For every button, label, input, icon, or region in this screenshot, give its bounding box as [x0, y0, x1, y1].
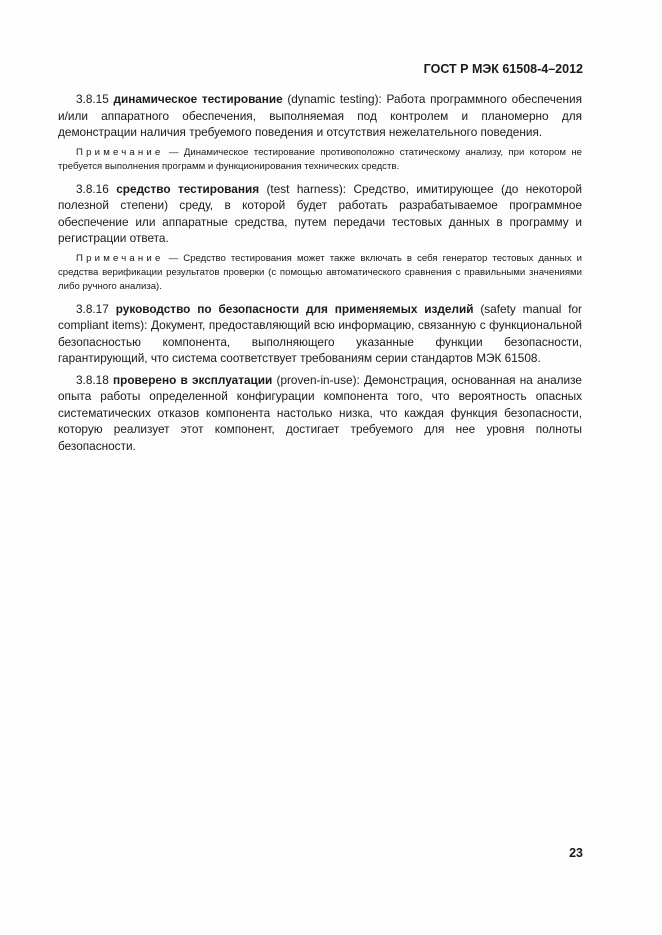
definition-text: (safety manual for compliant items): Документ, предоставляющий всю информацию, связанную с функциональной безопасностью компонента, выполняющего указанные функции безопасности, гарантирующий, что система соответствует требованиям серии стандартов МЭК 61508.	[58, 301, 582, 365]
definition-text: (proven-in-use): Демонстрация, основанная на анализе опыта работы определенной конфигурации компонента того, что вероятность опасных систематических отказов компонента настолько низка, что каждая функция безопасности, которую реализует этот компонент, достигает требуемого для нее уровня полноты безопасности.	[58, 372, 582, 453]
clause-number: 3.8.16	[76, 181, 109, 196]
page-number: 23	[569, 846, 583, 860]
definition-text: (dynamic testing): Работа программного обеспечения и/или аппаратного обеспечения, выполняемая под контролем и планомерно для демонстрации наличия требуемого поведения и отсутствия нежелательного поведения.	[58, 92, 582, 139]
note-label: Примечание	[76, 146, 164, 158]
clause-number: 3.8.18	[76, 372, 109, 387]
definition-3-8-15	[58, 91, 582, 141]
clause-number: 3.8.15	[76, 92, 109, 106]
document-header: ГОСТ Р МЭК 61508-4–2012	[423, 62, 583, 76]
definition-3-8-16	[58, 181, 582, 247]
note-text: — Средство тестирования может также включать в себя генератор тестовых данных и средства верификации результатов проверки (с помощью автоматического сравнения с правильными значениями либо ручного анализа).	[58, 252, 582, 292]
note-3-8-15	[58, 146, 582, 174]
definition-3-8-18	[58, 372, 582, 455]
note-text: — Динамическое тестирование противоположно статическому анализу, при котором не требуется выполнения программ и функционирования технических средств.	[58, 146, 582, 172]
term: проверено в эксплуатации	[113, 372, 273, 387]
definition-3-8-17	[58, 301, 582, 367]
document-body	[58, 91, 582, 459]
term: динамическое тестирование	[113, 92, 283, 106]
note-label: Примечание	[76, 252, 164, 264]
term: средство тестирования	[116, 181, 260, 196]
definition-text: (test harness): Средство, имитирующее (до некоторой полезной степени) среду, в которой будет работать разрабатываемое программное обеспечение или аппаратные средства, путем передачи тестовых данных в программу и регистрации ответа.	[58, 181, 583, 245]
clause-number: 3.8.17	[76, 301, 109, 316]
note-3-8-16	[58, 252, 582, 294]
term: руководство по безопасности для применяемых изделий	[115, 301, 474, 316]
